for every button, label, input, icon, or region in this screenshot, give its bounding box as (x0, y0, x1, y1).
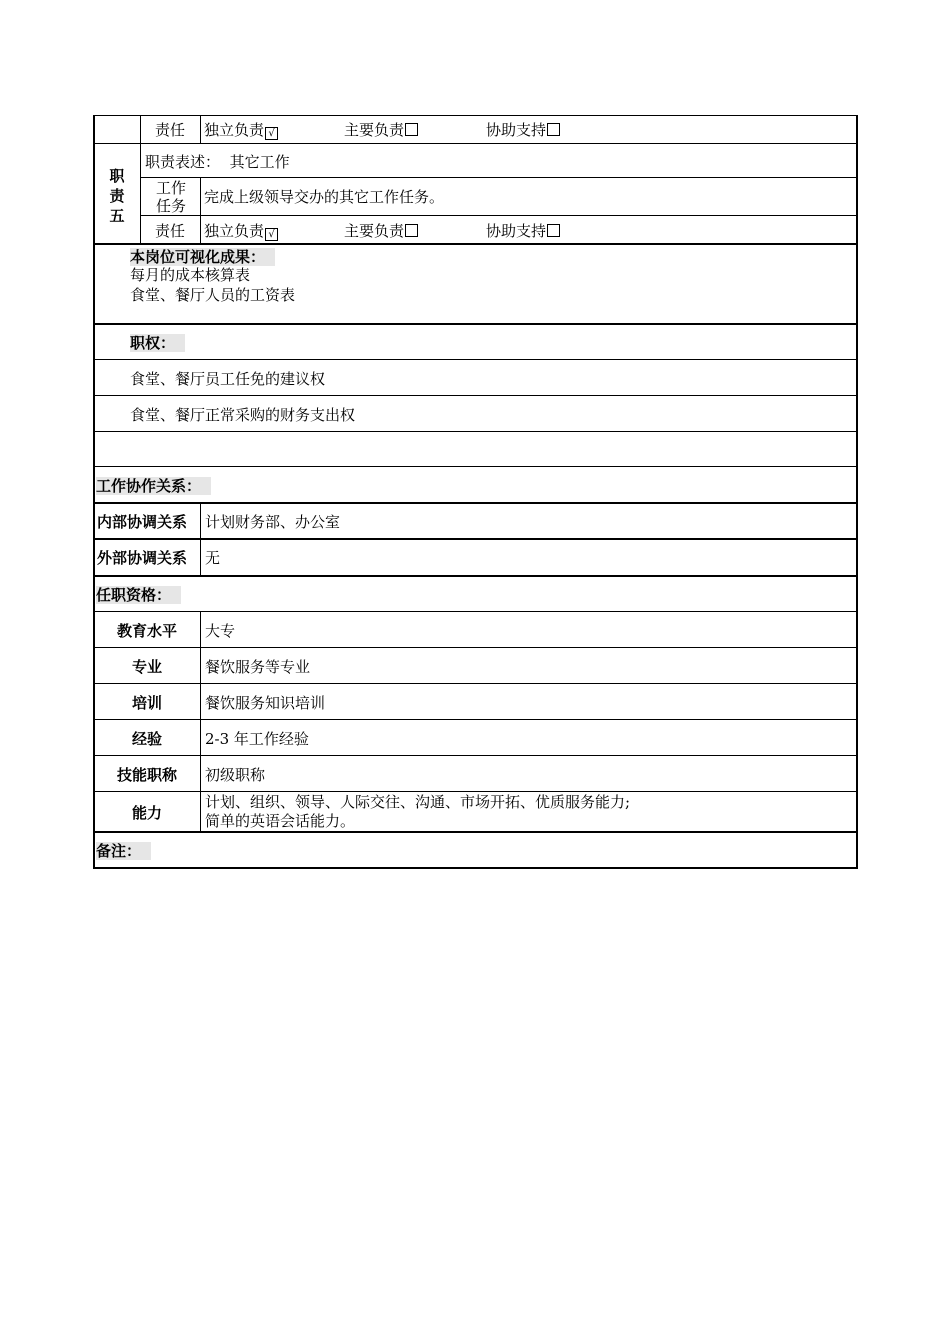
external-coordination-label: 外部协调关系 (97, 549, 188, 567)
remarks-heading: 备注： (96, 841, 151, 861)
visual-result-item: 每月的成本核算表 (130, 266, 251, 284)
authority-item: 食堂、餐厅正常采购的财务支出权 (130, 406, 356, 424)
row-line (93, 466, 857, 467)
checkbox-unchecked[interactable] (547, 123, 560, 136)
experience-label: 经验 (131, 730, 162, 748)
education-value: 大专 (205, 622, 236, 640)
row-line (93, 243, 857, 245)
internal-coordination-label: 内部协调关系 (97, 513, 188, 531)
internal-coordination-value: 计划财务部、办公室 (205, 513, 341, 531)
prev-option-independent: 独立负责 √ (204, 120, 278, 140)
training-label: 培训 (131, 694, 162, 712)
task-value: 完成上级领导交办的其它工作任务。 (204, 188, 445, 206)
education-label: 教育水平 (116, 622, 177, 640)
checkbox-checked[interactable]: √ (265, 228, 278, 241)
major-label: 专业 (131, 658, 162, 676)
responsibility-label: 责任 (155, 222, 186, 240)
training-value: 餐饮服务知识培训 (205, 694, 326, 712)
checkbox-unchecked[interactable] (547, 224, 560, 237)
row-line (93, 575, 857, 577)
qualifications-heading: 任职资格： (96, 585, 181, 605)
row-line (93, 683, 857, 684)
duty-col-divider-2 (200, 115, 201, 143)
major-value: 餐饮服务等专业 (205, 658, 311, 676)
authority-heading: 职权： (130, 333, 185, 353)
row-line (93, 502, 857, 504)
duty-col-divider-3 (200, 177, 201, 244)
qual-col-divider (200, 611, 201, 831)
row-line (93, 323, 857, 325)
row-line (93, 538, 857, 540)
row-line (140, 215, 857, 216)
skill-title-value: 初级职称 (205, 766, 266, 784)
row-line (93, 647, 857, 648)
skill-title-label: 技能职称 (116, 766, 177, 784)
row-line (93, 395, 857, 396)
row-line (93, 359, 857, 360)
prev-responsibility-label: 责任 (155, 121, 186, 139)
option-main: 主要负责 (344, 221, 418, 241)
checkbox-checked[interactable]: √ (265, 127, 278, 140)
row-line (93, 143, 857, 144)
ability-label: 能力 (131, 804, 162, 822)
duty-col-divider (140, 115, 141, 244)
duty-description: 职责表述： 其它工作 (145, 153, 290, 171)
prev-option-support: 协助支持 (486, 120, 560, 140)
row-line (93, 431, 857, 432)
checkbox-unchecked[interactable] (405, 123, 418, 136)
experience-value: 2-3 年工作经验 (205, 730, 309, 748)
visual-result-item: 食堂、餐厅人员的工资表 (130, 286, 296, 304)
ability-value: 计划、组织、领导、人际交往、沟通、市场开拓、优质服务能力; 简单的英语会话能力。 (205, 793, 631, 830)
option-independent: 独立负责 √ (204, 221, 278, 241)
row-line (140, 177, 857, 178)
external-coordination-value: 无 (205, 549, 221, 567)
coop-col-divider (200, 503, 201, 575)
prev-option-main: 主要负责 (344, 120, 418, 140)
task-label: 工作 任务 (155, 179, 186, 215)
duty-section-label: 职 责 五 (109, 167, 125, 225)
row-line (93, 791, 857, 792)
visual-results-heading: 本岗位可视化成果： (130, 247, 275, 267)
checkbox-unchecked[interactable] (405, 224, 418, 237)
row-line (93, 755, 857, 756)
option-support: 协助支持 (486, 221, 560, 241)
row-line (93, 719, 857, 720)
row-line (93, 831, 857, 833)
table-top-line (93, 115, 857, 116)
authority-item: 食堂、餐厅员工任免的建议权 (130, 370, 326, 388)
table-bottom-line (93, 867, 858, 869)
row-line (93, 611, 857, 612)
cooperation-heading: 工作协作关系： (96, 476, 211, 496)
